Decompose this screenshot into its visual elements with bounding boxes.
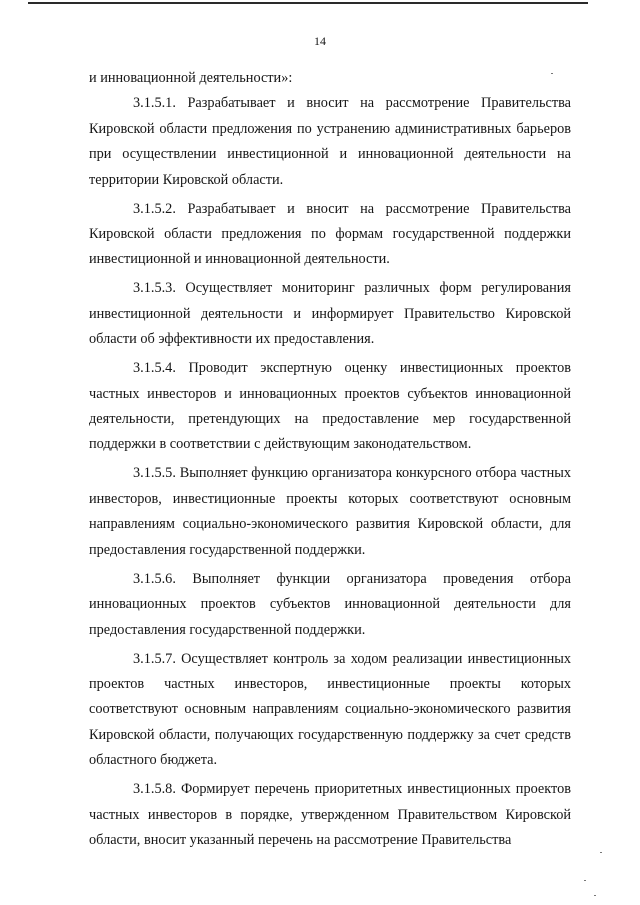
paragraph-3-1-5-2: 3.1.5.2. Разрабатывает и вносит на рассмотрение Правительства Кировской области предложения по формам государственной поддержки инвестиционной и инновационной деятельности.: [89, 200, 571, 268]
scan-speck: [600, 852, 602, 853]
paragraph-continuation: и инновационной деятельности»:: [89, 70, 293, 86]
paragraph-3-1-5-3: 3.1.5.3. Осуществляет мониторинг различных форм регулирования инвестиционной деятельности и информирует Правительство Кировской области об эффективности их предоставления.: [89, 280, 571, 348]
paragraph-3-1-5-7: 3.1.5.7. Осуществляет контроль за ходом реализации инвестиционных проектов частных инвесторов, инвестиционные проекты которых соответствуют основным направлениям социально-экономического развития Кировской области, получающих государственную поддержку за счет средств областного бюджета.: [89, 650, 571, 769]
document-body: [89, 66, 571, 853]
scan-speck: [551, 73, 553, 74]
paragraph-3-1-5-1: 3.1.5.1. Разрабатывает и вносит на рассмотрение Правительства Кировской области предложения по устранению административных барьеров при осуществлении инвестиционной и инновационной деятельности на территории Кировской области.: [89, 95, 571, 188]
paragraph-3-1-5-8: 3.1.5.8. Формирует перечень приоритетных инвестиционных проектов частных инвесторов в порядке, утвержденном Правительством Кировской области, вносит указанный перечень на рассмотрение Правительства: [89, 781, 571, 848]
paragraph-3-1-5-5: 3.1.5.5. Выполняет функцию организатора конкурсного отбора частных инвесторов, инвестиционные проекты которых соответствуют основным направлениям социально-экономического развития Кировской области, для предоставления государственной поддержки.: [89, 465, 571, 558]
paragraph-3-1-5-4: 3.1.5.4. Проводит экспертную оценку инвестиционных проектов частных инвесторов и инновационных проектов субъектов инновационной деятельности, претендующих на предоставление мер государственной поддержки в соответствии с действующим законодательством.: [89, 360, 571, 453]
paragraph-3-1-5-6: 3.1.5.6. Выполняет функции организатора проведения отбора инновационных проектов субъектов инновационной деятельности для предоставления государственной поддержки.: [89, 570, 571, 638]
scan-speck: [594, 895, 596, 896]
scan-speck: [584, 880, 586, 881]
top-border-line: [28, 2, 588, 4]
page-number: 14: [314, 34, 326, 48]
